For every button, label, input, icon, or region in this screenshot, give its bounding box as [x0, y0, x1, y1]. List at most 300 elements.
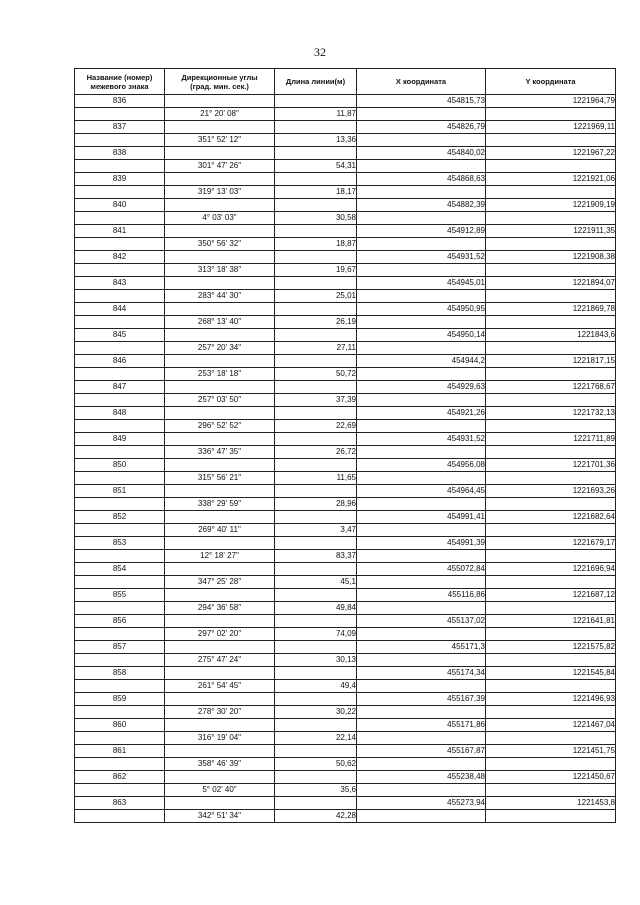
- direction-angle: 5° 02' 40": [165, 784, 275, 797]
- point-row: [75, 381, 616, 394]
- empty-cell: [75, 498, 165, 511]
- direction-angle: 261° 54' 45": [165, 680, 275, 693]
- empty-cell: [275, 95, 357, 108]
- empty-cell: [165, 251, 275, 264]
- header-y: Y координата: [486, 69, 616, 95]
- point-row: [75, 485, 616, 498]
- empty-cell: [357, 550, 486, 563]
- empty-cell: [275, 225, 357, 238]
- line-length: 26,72: [275, 446, 357, 459]
- line-length: 35,6: [275, 784, 357, 797]
- empty-cell: [357, 264, 486, 277]
- point-name: 861: [75, 745, 165, 758]
- empty-cell: [75, 238, 165, 251]
- empty-cell: [75, 290, 165, 303]
- segment-row: [75, 368, 616, 381]
- x-coordinate: 454950,14: [357, 329, 486, 342]
- point-name: 838: [75, 147, 165, 160]
- x-coordinate: 455072,84: [357, 563, 486, 576]
- empty-cell: [165, 641, 275, 654]
- empty-cell: [486, 446, 616, 459]
- y-coordinate: 1221687,12: [486, 589, 616, 602]
- empty-cell: [357, 498, 486, 511]
- empty-cell: [357, 680, 486, 693]
- point-row: [75, 355, 616, 368]
- y-coordinate: 1221768,67: [486, 381, 616, 394]
- empty-cell: [357, 186, 486, 199]
- empty-cell: [165, 329, 275, 342]
- y-coordinate: 1221894,07: [486, 277, 616, 290]
- point-row: [75, 433, 616, 446]
- segment-row: [75, 108, 616, 121]
- empty-cell: [275, 303, 357, 316]
- point-name: 849: [75, 433, 165, 446]
- empty-cell: [486, 420, 616, 433]
- point-row: [75, 199, 616, 212]
- empty-cell: [75, 576, 165, 589]
- x-coordinate: 454868,63: [357, 173, 486, 186]
- empty-cell: [275, 459, 357, 472]
- header-length: Длина линии(м): [275, 69, 357, 95]
- empty-cell: [357, 758, 486, 771]
- y-coordinate: 1221969,11: [486, 121, 616, 134]
- y-coordinate: 1221964,79: [486, 95, 616, 108]
- empty-cell: [486, 706, 616, 719]
- direction-angle: 336° 47' 35": [165, 446, 275, 459]
- empty-cell: [75, 212, 165, 225]
- empty-cell: [357, 706, 486, 719]
- empty-cell: [357, 420, 486, 433]
- empty-cell: [275, 329, 357, 342]
- empty-cell: [75, 186, 165, 199]
- segment-row: [75, 160, 616, 173]
- empty-cell: [275, 147, 357, 160]
- empty-cell: [75, 524, 165, 537]
- line-length: 83,37: [275, 550, 357, 563]
- segment-row: [75, 498, 616, 511]
- y-coordinate: 1221679,17: [486, 537, 616, 550]
- empty-cell: [75, 680, 165, 693]
- empty-cell: [75, 134, 165, 147]
- y-coordinate: 1221869,78: [486, 303, 616, 316]
- line-length: 54,31: [275, 160, 357, 173]
- x-coordinate: 455167,39: [357, 693, 486, 706]
- empty-cell: [165, 771, 275, 784]
- line-length: 3,47: [275, 524, 357, 537]
- empty-cell: [486, 680, 616, 693]
- empty-cell: [357, 784, 486, 797]
- empty-cell: [486, 732, 616, 745]
- segment-row: [75, 602, 616, 615]
- point-name: 854: [75, 563, 165, 576]
- header-x: X координата: [357, 69, 486, 95]
- empty-cell: [486, 160, 616, 173]
- y-coordinate: 1221453,8: [486, 797, 616, 810]
- segment-row: [75, 290, 616, 303]
- empty-cell: [357, 342, 486, 355]
- x-coordinate: 455137,02: [357, 615, 486, 628]
- empty-cell: [486, 602, 616, 615]
- segment-row: [75, 134, 616, 147]
- x-coordinate: 454815,73: [357, 95, 486, 108]
- segment-row: [75, 524, 616, 537]
- x-coordinate: 454929,63: [357, 381, 486, 394]
- x-coordinate: 455174,34: [357, 667, 486, 680]
- empty-cell: [357, 212, 486, 225]
- empty-cell: [165, 797, 275, 810]
- segment-row: [75, 810, 616, 823]
- direction-angle: 358° 46' 39": [165, 758, 275, 771]
- empty-cell: [165, 433, 275, 446]
- empty-cell: [357, 446, 486, 459]
- line-length: 49,84: [275, 602, 357, 615]
- coordinates-table: [74, 68, 616, 823]
- direction-angle: 294° 36' 58": [165, 602, 275, 615]
- point-name: 840: [75, 199, 165, 212]
- y-coordinate: 1221817,15: [486, 355, 616, 368]
- empty-cell: [486, 550, 616, 563]
- empty-cell: [357, 160, 486, 173]
- empty-cell: [165, 693, 275, 706]
- direction-angle: 313° 18' 38": [165, 264, 275, 277]
- direction-angle: 268° 13' 40": [165, 316, 275, 329]
- empty-cell: [486, 238, 616, 251]
- segment-row: [75, 784, 616, 797]
- point-row: [75, 771, 616, 784]
- empty-cell: [165, 485, 275, 498]
- header-angle: [165, 69, 275, 95]
- direction-angle: 315° 56' 21": [165, 472, 275, 485]
- line-length: 11,65: [275, 472, 357, 485]
- point-row: [75, 615, 616, 628]
- empty-cell: [275, 589, 357, 602]
- empty-cell: [275, 511, 357, 524]
- line-length: 22,69: [275, 420, 357, 433]
- empty-cell: [275, 641, 357, 654]
- y-coordinate: 1221682,64: [486, 511, 616, 524]
- empty-cell: [75, 368, 165, 381]
- direction-angle: 257° 20' 34": [165, 342, 275, 355]
- empty-cell: [165, 667, 275, 680]
- segment-row: [75, 316, 616, 329]
- empty-cell: [486, 264, 616, 277]
- empty-cell: [275, 563, 357, 576]
- empty-cell: [75, 810, 165, 823]
- direction-angle: 316° 19' 04": [165, 732, 275, 745]
- empty-cell: [75, 108, 165, 121]
- empty-cell: [75, 654, 165, 667]
- line-length: 27,11: [275, 342, 357, 355]
- empty-cell: [486, 316, 616, 329]
- empty-cell: [165, 121, 275, 134]
- empty-cell: [165, 459, 275, 472]
- point-row: [75, 563, 616, 576]
- empty-cell: [275, 199, 357, 212]
- segment-row: [75, 342, 616, 355]
- empty-cell: [275, 407, 357, 420]
- empty-cell: [357, 368, 486, 381]
- point-name: 863: [75, 797, 165, 810]
- empty-cell: [275, 485, 357, 498]
- x-coordinate: 454964,45: [357, 485, 486, 498]
- empty-cell: [275, 121, 357, 134]
- point-row: [75, 641, 616, 654]
- segment-row: [75, 654, 616, 667]
- line-length: 28,96: [275, 498, 357, 511]
- segment-row: [75, 264, 616, 277]
- direction-angle: 301° 47' 26": [165, 160, 275, 173]
- point-row: [75, 719, 616, 732]
- empty-cell: [486, 654, 616, 667]
- point-name: 855: [75, 589, 165, 602]
- point-name: 853: [75, 537, 165, 550]
- line-length: 74,09: [275, 628, 357, 641]
- empty-cell: [75, 784, 165, 797]
- empty-cell: [165, 537, 275, 550]
- x-coordinate: 454944,2: [357, 355, 486, 368]
- line-length: 19,67: [275, 264, 357, 277]
- empty-cell: [357, 316, 486, 329]
- empty-cell: [486, 134, 616, 147]
- direction-angle: 319° 13' 03": [165, 186, 275, 199]
- empty-cell: [75, 628, 165, 641]
- empty-cell: [75, 394, 165, 407]
- point-name: 860: [75, 719, 165, 732]
- x-coordinate: 454931,52: [357, 433, 486, 446]
- segment-row: [75, 758, 616, 771]
- empty-cell: [165, 277, 275, 290]
- point-name: 847: [75, 381, 165, 394]
- empty-cell: [165, 719, 275, 732]
- empty-cell: [75, 472, 165, 485]
- y-coordinate: 1221693,26: [486, 485, 616, 498]
- line-length: 30,13: [275, 654, 357, 667]
- empty-cell: [486, 576, 616, 589]
- direction-angle: 347° 25' 28": [165, 576, 275, 589]
- segment-row: [75, 706, 616, 719]
- point-row: [75, 589, 616, 602]
- header-name-line2: межевого знака: [90, 81, 149, 91]
- empty-cell: [486, 186, 616, 199]
- y-coordinate: 1221908,38: [486, 251, 616, 264]
- empty-cell: [357, 810, 486, 823]
- y-coordinate: 1221575,82: [486, 641, 616, 654]
- point-row: [75, 173, 616, 186]
- empty-cell: [275, 355, 357, 368]
- direction-angle: 297° 02' 20": [165, 628, 275, 641]
- empty-cell: [357, 290, 486, 303]
- point-row: [75, 693, 616, 706]
- x-coordinate: 454882,39: [357, 199, 486, 212]
- point-name: 862: [75, 771, 165, 784]
- line-length: 30,22: [275, 706, 357, 719]
- segment-row: [75, 394, 616, 407]
- line-length: 50,62: [275, 758, 357, 771]
- y-coordinate: 1221641,81: [486, 615, 616, 628]
- point-name: 851: [75, 485, 165, 498]
- x-coordinate: 454931,52: [357, 251, 486, 264]
- point-row: [75, 745, 616, 758]
- x-coordinate: 455171,3: [357, 641, 486, 654]
- point-name: 837: [75, 121, 165, 134]
- segment-row: [75, 212, 616, 225]
- line-length: 13,36: [275, 134, 357, 147]
- empty-cell: [357, 654, 486, 667]
- empty-cell: [357, 524, 486, 537]
- line-length: 18,87: [275, 238, 357, 251]
- line-length: 26,19: [275, 316, 357, 329]
- empty-cell: [275, 719, 357, 732]
- empty-cell: [75, 264, 165, 277]
- empty-cell: [357, 108, 486, 121]
- empty-cell: [275, 771, 357, 784]
- segment-row: [75, 550, 616, 563]
- x-coordinate: 454950,95: [357, 303, 486, 316]
- point-row: [75, 459, 616, 472]
- empty-cell: [75, 342, 165, 355]
- line-length: 50,72: [275, 368, 357, 381]
- empty-cell: [75, 446, 165, 459]
- x-coordinate: 455171,86: [357, 719, 486, 732]
- segment-row: [75, 732, 616, 745]
- direction-angle: 278° 30' 20": [165, 706, 275, 719]
- point-row: [75, 407, 616, 420]
- empty-cell: [165, 173, 275, 186]
- point-name: 846: [75, 355, 165, 368]
- point-row: [75, 667, 616, 680]
- empty-cell: [275, 615, 357, 628]
- empty-cell: [486, 342, 616, 355]
- point-row: [75, 537, 616, 550]
- line-length: 18,17: [275, 186, 357, 199]
- empty-cell: [75, 706, 165, 719]
- empty-cell: [165, 225, 275, 238]
- empty-cell: [75, 602, 165, 615]
- header-angle-line1: Дирекционные углы: [181, 72, 258, 82]
- empty-cell: [486, 524, 616, 537]
- empty-cell: [275, 693, 357, 706]
- empty-cell: [275, 277, 357, 290]
- point-name: 848: [75, 407, 165, 420]
- direction-angle: 296° 52' 52": [165, 420, 275, 433]
- x-coordinate: 454991,39: [357, 537, 486, 550]
- x-coordinate: 454956,08: [357, 459, 486, 472]
- empty-cell: [357, 238, 486, 251]
- empty-cell: [275, 381, 357, 394]
- empty-cell: [165, 303, 275, 316]
- empty-cell: [75, 732, 165, 745]
- empty-cell: [165, 199, 275, 212]
- empty-cell: [357, 134, 486, 147]
- point-name: 842: [75, 251, 165, 264]
- line-length: 11,87: [275, 108, 357, 121]
- empty-cell: [486, 472, 616, 485]
- direction-angle: 12° 18' 27": [165, 550, 275, 563]
- empty-cell: [486, 784, 616, 797]
- table-body: [75, 95, 616, 823]
- direction-angle: 269° 40' 11": [165, 524, 275, 537]
- point-name: 845: [75, 329, 165, 342]
- point-name: 850: [75, 459, 165, 472]
- point-row: [75, 797, 616, 810]
- y-coordinate: 1221967,22: [486, 147, 616, 160]
- empty-cell: [486, 212, 616, 225]
- x-coordinate: 454991,41: [357, 511, 486, 524]
- x-coordinate: 454945,01: [357, 277, 486, 290]
- empty-cell: [486, 810, 616, 823]
- segment-row: [75, 446, 616, 459]
- direction-angle: 350° 56' 32": [165, 238, 275, 251]
- y-coordinate: 1221496,93: [486, 693, 616, 706]
- empty-cell: [357, 732, 486, 745]
- y-coordinate: 1221545,84: [486, 667, 616, 680]
- point-row: [75, 251, 616, 264]
- empty-cell: [275, 251, 357, 264]
- point-name: 859: [75, 693, 165, 706]
- y-coordinate: 1221921,06: [486, 173, 616, 186]
- y-coordinate: 1221450,67: [486, 771, 616, 784]
- x-coordinate: 455167,87: [357, 745, 486, 758]
- x-coordinate: 454840,02: [357, 147, 486, 160]
- empty-cell: [75, 316, 165, 329]
- y-coordinate: 1221732,13: [486, 407, 616, 420]
- empty-cell: [165, 355, 275, 368]
- y-coordinate: 1221911,35: [486, 225, 616, 238]
- empty-cell: [486, 498, 616, 511]
- direction-angle: 4° 03' 03": [165, 212, 275, 225]
- empty-cell: [75, 758, 165, 771]
- empty-cell: [165, 147, 275, 160]
- empty-cell: [275, 537, 357, 550]
- y-coordinate: 1221467,04: [486, 719, 616, 732]
- y-coordinate: 1221843,6: [486, 329, 616, 342]
- header-row: [75, 69, 616, 95]
- empty-cell: [165, 563, 275, 576]
- x-coordinate: 454912,89: [357, 225, 486, 238]
- segment-row: [75, 680, 616, 693]
- direction-angle: 275° 47' 24": [165, 654, 275, 667]
- y-coordinate: 1221909,19: [486, 199, 616, 212]
- segment-row: [75, 576, 616, 589]
- segment-row: [75, 238, 616, 251]
- header-name-line1: Название (номер): [86, 72, 153, 82]
- point-row: [75, 121, 616, 134]
- empty-cell: [486, 368, 616, 381]
- empty-cell: [165, 615, 275, 628]
- line-length: 49,4: [275, 680, 357, 693]
- line-length: 22,14: [275, 732, 357, 745]
- y-coordinate: 1221696,94: [486, 563, 616, 576]
- segment-row: [75, 472, 616, 485]
- empty-cell: [357, 602, 486, 615]
- x-coordinate: 455273,94: [357, 797, 486, 810]
- point-row: [75, 511, 616, 524]
- x-coordinate: 454921,26: [357, 407, 486, 420]
- point-name: 836: [75, 95, 165, 108]
- point-row: [75, 147, 616, 160]
- empty-cell: [275, 433, 357, 446]
- y-coordinate: 1221451,75: [486, 745, 616, 758]
- empty-cell: [75, 420, 165, 433]
- empty-cell: [486, 108, 616, 121]
- x-coordinate: 455238,48: [357, 771, 486, 784]
- segment-row: [75, 186, 616, 199]
- direction-angle: 342° 51' 34": [165, 810, 275, 823]
- direction-angle: 21° 20' 08": [165, 108, 275, 121]
- direction-angle: 253° 18' 18": [165, 368, 275, 381]
- empty-cell: [357, 576, 486, 589]
- point-name: 841: [75, 225, 165, 238]
